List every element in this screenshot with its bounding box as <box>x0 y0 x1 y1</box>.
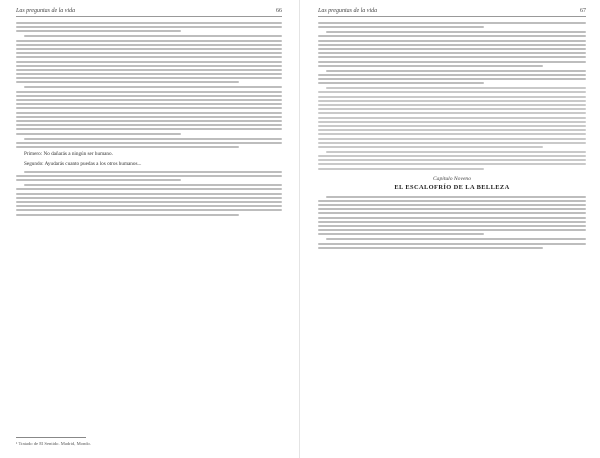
left-footer <box>16 431 282 446</box>
footnote: ¹ Tratado de El Sentido. Madrid, Mondo. <box>16 441 92 446</box>
right-page <box>300 0 600 458</box>
paragraph <box>16 35 282 83</box>
left-running-head <box>16 8 282 17</box>
chapter-title: EL ESCALOFRÍO DE LA BELLEZA <box>394 183 510 191</box>
right-running-title: Las preguntas de la vida <box>318 8 378 14</box>
quoted-passage <box>318 87 586 148</box>
paragraph <box>16 138 282 148</box>
legible-line-1: Primero: No dañarás a ningún ser humano. <box>24 150 113 157</box>
paragraph <box>16 184 282 215</box>
left-page-number: 66 <box>276 8 282 14</box>
paragraph <box>318 31 586 67</box>
chapter-heading <box>318 176 586 191</box>
paragraph <box>318 70 586 85</box>
paragraph <box>318 196 586 236</box>
paragraph <box>16 86 282 134</box>
legible-line-2: Segundo: Ayudarás cuanto puedas a los otros humanos... <box>24 160 142 167</box>
paragraph <box>16 171 282 181</box>
paragraph <box>318 238 586 248</box>
left-running-title: Las preguntas de la vida <box>16 8 76 14</box>
paragraph <box>318 22 586 28</box>
quoted-passage <box>318 151 586 170</box>
right-running-head <box>318 8 586 17</box>
paragraph <box>16 22 282 32</box>
right-page-number: 67 <box>580 8 586 14</box>
footnote-rule <box>16 437 86 438</box>
chapter-label: Capítulo Noveno <box>432 175 472 182</box>
